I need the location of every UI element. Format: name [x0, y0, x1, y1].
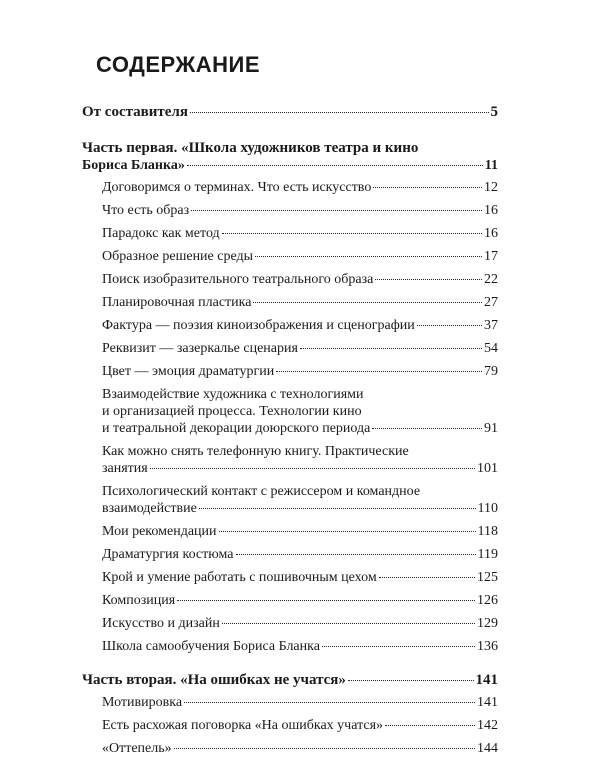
dot-leader	[255, 256, 482, 257]
dot-leader	[219, 531, 476, 532]
toc-entry[interactable]	[82, 740, 498, 757]
table-of-contents	[82, 104, 498, 757]
dot-leader	[375, 279, 482, 280]
dot-leader	[190, 112, 489, 113]
toc-entry[interactable]	[82, 294, 498, 311]
toc-page-number: 91	[484, 421, 498, 436]
toc-page-number: 22	[484, 272, 498, 287]
dot-leader	[174, 748, 475, 749]
toc-entry-label: «Оттепель»	[102, 741, 172, 756]
toc-entry[interactable]	[82, 340, 498, 357]
toc-entry-label: Композиция	[102, 593, 176, 608]
toc-entry-label-line: Как можно снять телефонную книгу. Практические	[102, 444, 409, 459]
dot-leader	[300, 348, 482, 349]
dot-leader	[222, 623, 475, 624]
dot-leader	[276, 371, 482, 372]
toc-entry-label: Искусство и дизайн	[102, 616, 220, 631]
toc-entry[interactable]	[82, 248, 498, 265]
dot-leader	[253, 302, 482, 303]
toc-entry-label: Парадокс как метод	[102, 226, 220, 241]
toc-entry-label: Мотивировка	[102, 695, 183, 710]
toc-page-number: 16	[484, 226, 498, 241]
toc-page-number: 119	[477, 547, 498, 562]
toc-page-number: 141	[475, 672, 498, 688]
dot-leader	[222, 233, 482, 234]
toc-page-number: 110	[477, 501, 498, 516]
toc-entry-label-line: Часть первая. «Школа художников театра и кино	[82, 140, 419, 156]
toc-entry-part-one[interactable]	[82, 140, 498, 174]
toc-entry[interactable]	[82, 271, 498, 288]
toc-entry-multiline[interactable]	[82, 443, 498, 477]
toc-entry-label-line: и организацией процесса. Технологии кино	[102, 404, 362, 419]
dot-leader	[373, 187, 482, 188]
toc-page-number: 142	[477, 718, 498, 733]
toc-page-number: 54	[484, 341, 498, 356]
dot-leader	[184, 702, 475, 703]
toc-page-number: 141	[477, 695, 498, 710]
toc-entry[interactable]	[82, 202, 498, 219]
toc-entry-label: занятия	[102, 461, 148, 476]
toc-entry-label: Часть вторая. «На ошибках не учатся»	[82, 672, 346, 688]
toc-entry-label-line: Психологический контакт с режиссером и командное	[102, 484, 421, 499]
toc-entry[interactable]	[82, 179, 498, 196]
toc-page-number: 16	[484, 203, 498, 218]
toc-entry[interactable]	[82, 592, 498, 609]
toc-entry-label: Школа самообучения Бориса Бланка	[102, 639, 320, 654]
toc-entry-label: От составителя	[82, 104, 188, 120]
page-title: СОДЕРЖАНИЕ	[96, 52, 261, 77]
toc-entry-label-line: Взаимодействие художника с технологиями	[102, 387, 364, 402]
toc-page-number: 11	[484, 158, 498, 173]
toc-entry-intro[interactable]	[82, 104, 498, 121]
toc-page-number: 37	[484, 318, 498, 333]
toc-entry-label: Фактура — поэзия киноизображения и сценографии	[102, 318, 415, 333]
toc-entry-label: Планировочная пластика	[102, 295, 252, 310]
toc-page-number: 144	[477, 741, 498, 756]
toc-entry[interactable]	[82, 546, 498, 563]
toc-page-number: 125	[477, 570, 498, 585]
toc-entry-label: Цвет — эмоция драматургии	[102, 364, 275, 379]
toc-page-number: 79	[484, 364, 498, 379]
toc-page-number: 5	[490, 104, 498, 120]
toc-entry[interactable]	[82, 225, 498, 242]
toc-page-number: 118	[477, 524, 498, 539]
toc-page-number: 17	[484, 249, 498, 264]
toc-entry[interactable]	[82, 569, 498, 586]
toc-entry[interactable]	[82, 638, 498, 655]
toc-entry-label: Реквизит — зазеркалье сценария	[102, 341, 298, 356]
dot-leader	[150, 468, 475, 469]
dot-leader	[417, 325, 482, 326]
dot-leader	[322, 646, 475, 647]
dot-leader	[372, 428, 482, 429]
dot-leader	[236, 554, 476, 555]
toc-entry[interactable]	[82, 523, 498, 540]
toc-entry[interactable]	[82, 615, 498, 632]
toc-page-number: 27	[484, 295, 498, 310]
dot-leader	[177, 600, 475, 601]
toc-page-number: 136	[477, 639, 498, 654]
toc-entry-label: и театральной декорации доюрского периода	[102, 421, 371, 436]
dot-leader	[191, 210, 482, 211]
toc-entry[interactable]	[82, 363, 498, 380]
toc-entry-multiline[interactable]	[82, 386, 498, 437]
toc-entry-label: Образное решение среды	[102, 249, 254, 264]
toc-page-number: 129	[477, 616, 498, 631]
toc-entry[interactable]	[82, 317, 498, 334]
toc-entry-label: Бориса Бланка»	[82, 158, 185, 173]
toc-entry-label: Крой и умение работать с пошивочным цехом	[102, 570, 377, 585]
dot-leader	[385, 725, 475, 726]
toc-entry-label: Драматургия костюма	[102, 547, 234, 562]
toc-entry-label: Что есть образ	[102, 203, 190, 218]
toc-entry[interactable]	[82, 694, 498, 711]
toc-page-number: 101	[477, 461, 498, 476]
toc-entry-label: Поиск изобразительного театрального образа	[102, 272, 374, 287]
toc-page-number: 12	[484, 180, 498, 195]
toc-entry-label: Мои рекомендации	[102, 524, 217, 539]
toc-entry-label: Есть расхожая поговорка «На ошибках учатся»	[102, 718, 384, 733]
dot-leader	[348, 680, 474, 681]
toc-entry[interactable]	[82, 717, 498, 734]
toc-page-number: 126	[477, 593, 498, 608]
dot-leader	[187, 165, 483, 166]
dot-leader	[379, 577, 475, 578]
toc-entry-label: Договоримся о терминах. Что есть искусство	[102, 180, 372, 195]
toc-entry-part-two[interactable]	[82, 672, 498, 689]
dot-leader	[199, 508, 476, 509]
toc-entry-label: взаимодействие	[102, 501, 197, 516]
toc-entry-multiline[interactable]	[82, 483, 498, 517]
